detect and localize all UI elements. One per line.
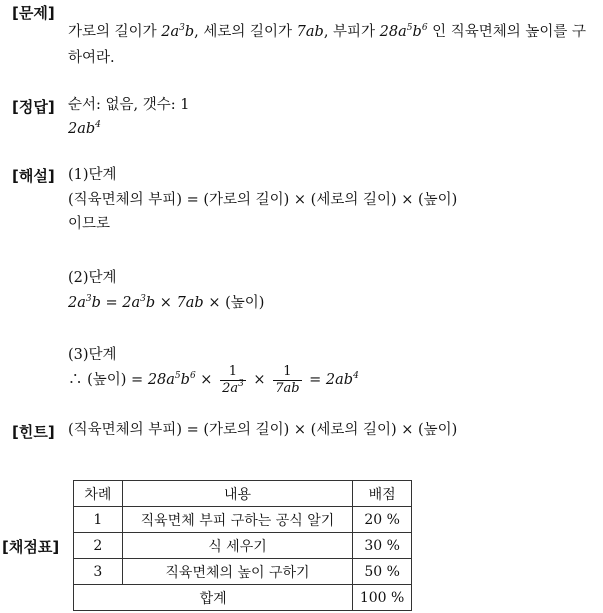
problem-text-line2: 하여라. xyxy=(68,50,115,66)
fraction-1-over-7ab: $\frac{1}{7ab}$ xyxy=(275,363,300,396)
answer-value: $2ab^4$ xyxy=(68,120,101,137)
problem-label: [문제] xyxy=(12,4,55,22)
fraction-1-over-2a3: $\frac{1}{2a^3}$ xyxy=(222,363,244,396)
total-label: 합계 xyxy=(74,585,353,611)
math-28a5b6: $28a^5b^6$ xyxy=(379,23,428,40)
rubric-header-row xyxy=(74,481,412,507)
header-order: 차례 xyxy=(74,481,123,507)
header-score: 배점 xyxy=(353,481,412,507)
problem-text: 가로의 길이가 $2a^3b$, 세로의 길이가 7ab, 부피가 $28a^5b^6$ 인 직육면체의 높이를 구 xyxy=(68,23,587,40)
header-content: 내용 xyxy=(122,481,352,507)
total-score: 100 % xyxy=(353,585,412,611)
answer-order-count: 순서: 없음, 갯수: 1 xyxy=(68,97,190,113)
step1-title: (1)단계 xyxy=(68,167,117,183)
step1-note: 이므로 xyxy=(68,216,111,232)
rubric-total-row xyxy=(74,585,412,611)
hint-label: [힌트] xyxy=(12,423,55,441)
step2-formula: $2a^3b = 2a^3b \times 7ab$ × (높이) xyxy=(68,294,265,311)
hint-text: (직육면체의 부피) = (가로의 길이) × (세로의 길이) × (높이) xyxy=(68,422,458,438)
math-2a3b: $2a^3b$ xyxy=(161,23,195,40)
explanation-label: [해설] xyxy=(12,167,55,185)
rubric-row: 2 식 세우기 30 % xyxy=(74,533,412,559)
rubric-table xyxy=(73,480,412,611)
math-7ab: 7ab xyxy=(296,24,324,40)
step3-title: (3)단계 xyxy=(68,347,117,363)
rubric-label: [채점표] xyxy=(2,538,60,556)
rubric-row: 3 직육면체의 높이 구하기 50 % xyxy=(74,559,412,585)
step3-formula: ∴ (높이) = $28a^5b^6$ × $\frac{1}{2a^3}$ × $\frac{1}{7ab}$ = $2ab^4$ xyxy=(68,363,359,396)
answer-label: [정답] xyxy=(12,98,55,116)
step2-title: (2)단계 xyxy=(68,270,117,286)
rubric-row: 1 직육면체 부피 구하는 공식 알기 20 % xyxy=(74,507,412,533)
step1-formula: (직육면체의 부피) = (가로의 길이) × (세로의 길이) × (높이) xyxy=(68,192,458,208)
